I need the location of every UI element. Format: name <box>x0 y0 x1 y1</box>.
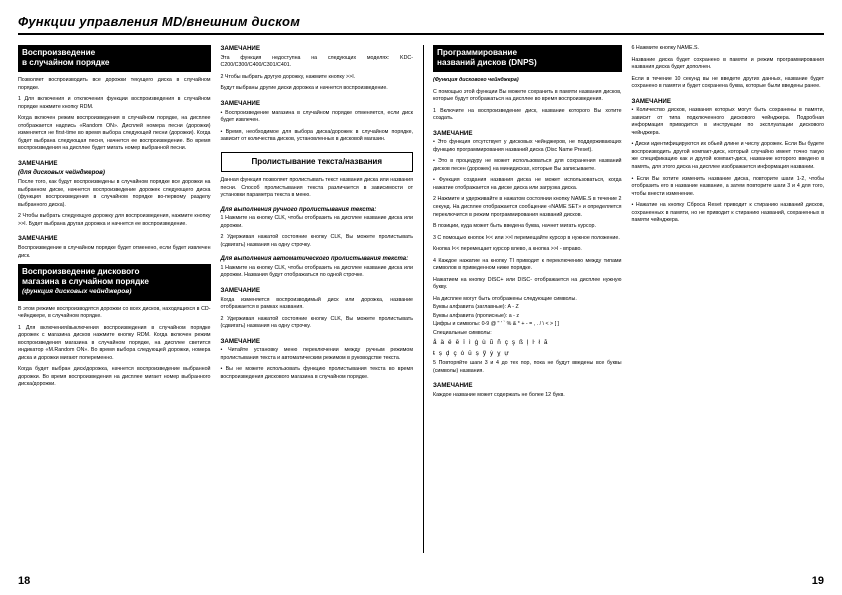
note-heading: ЗАМЕЧАНИЕ <box>18 159 58 167</box>
note-subheading: (для дисковых чейнджеров) <box>18 169 105 177</box>
page-title: Функции управления MD/внешним диском <box>18 14 301 29</box>
paragraph: Название диска будет сохранено в памяти и режим программирования названия диска будет дополнен. <box>631 56 825 71</box>
character-set-special-row1: å ä ë ē ï ì ġ ù ũ ñ ç ş ß ļ ŀ ł ă <box>433 339 549 347</box>
paragraph: • Количество дисков, названия которых могут быть сохранены в памяти, зависит от типа подключенного дискового чейнджера. Подробная информация приводится в инструкции по эксплуатации дискового чейнджера. <box>631 107 825 136</box>
section-heading-line2: в случайном порядке <box>22 58 110 67</box>
page-footer <box>18 571 824 587</box>
paragraph: С помощью этой функции Вы можете сохранить в памяти названия дисков, которые будут отображаться на дисплее во время воспроизведения. <box>433 88 622 103</box>
section-heading-text-scroll: Пролистывание текста/названия <box>221 152 414 172</box>
section-heading-dnps <box>433 45 622 72</box>
paragraph: 2 Чтобы выбрать следующую дорожку для воспроизведения, нажмите кнопку >>I. Будет выбрана другая дорожка и начнется ее воспроизведение. <box>18 213 211 227</box>
paragraph: Эта функция недоступна на следующих моделях: KDC-C200/C300/C400/C301/C401. <box>220 54 413 69</box>
section-heading-line2: названий дисков (DNPS) <box>437 58 537 67</box>
page-header <box>18 14 824 35</box>
paragraph: 1 Для включения и отключения функции воспроизведения в случайном порядке нажмите кнопку RDM. <box>18 96 211 110</box>
paragraph: Данная функция позволяет пролистывать текст названия диска или названия песни. Способ пролистывания текста различается в зависимости от установки параметра текста в меню. <box>220 177 413 199</box>
paragraph: 2 Удерживая нажатой состояние кнопку CLK, Вы можете пролистывать (сдвигать) названия на одну строчку. <box>220 315 413 330</box>
paragraph: 1 Включите на воспроизведение диск, название которого Вы хотите создать. <box>433 107 622 122</box>
note-heading: ЗАМЕЧАНИЕ <box>220 337 260 345</box>
paragraph: • Это в процедуру не может использоваться для сохранения названий дисков песен (дорожек) на минидисках, которые Вы записываете. <box>433 158 622 172</box>
paragraph: Когда включен режим воспроизведения в случайном порядке, на дисплее отображается надпись «Random ON». Дисплей номера песни (дорожки) изменяется не first-time во время выбора следующей песни (дорожки). Когда будет выбрана следующая песня, начнется ее воспроизведение. Во время воспроизведения на дисплее будет мигать номер выбранной песни. <box>18 115 211 152</box>
content-columns <box>18 45 824 553</box>
paragraph: • Это функция отсутствует у дисковых чейнджеров, не поддерживающих функцию программирования названий диска (Disc Name Preset). <box>433 139 622 153</box>
character-set-special-label: Специальные символы: <box>433 329 492 336</box>
note-heading: ЗАМЕЧАНИЕ <box>18 235 58 243</box>
paragraph: Когда будет выбран диск/дорожка, начнется воспроизведение выбранной дорожки. Во время воспроизведения на дисплее мигает номер выбранного диска/дорожки. <box>18 366 211 388</box>
note-heading: ЗАМЕЧАНИЕ <box>220 45 260 52</box>
column-1 <box>18 45 211 553</box>
page-number-left: 18 <box>18 575 31 587</box>
paragraph: • Время, необходимое для выбора диска/дорожек в случайном порядке, зависит от количества дисков, установленных в дисковой магазин. <box>220 128 413 143</box>
paragraph: • Нажатие на кнопку Сброса Reset приводит к стиранию названий дисков, сохраненных в памяти, но не приводит к стиранию названий, сохраненных в памяти чейнджера. <box>631 202 825 224</box>
paragraph: Каждое название может содержать не более 12 букв. <box>433 392 565 399</box>
paragraph: 2 Чтобы выбрать другую дорожку, нажмите кнопку >>I. <box>220 73 356 80</box>
paragraph: Будут выбраны другие диски дорожка и начнется воспроизведение. <box>220 85 388 92</box>
subsection-heading: Для выполнения ручного пролистывания текста: <box>220 206 377 213</box>
paragraph: 6 Нажмите кнопку NAME.S. <box>631 45 699 51</box>
paragraph: 1 Нажмите на кнопку CLK, чтобы отобразить на дисплее название диска или дорожки. <box>220 215 413 229</box>
section-heading-subtitle: (функция дисковых чейнджеров) <box>22 288 132 296</box>
page-number-right: 19 <box>811 575 824 587</box>
paragraph: Если в течение 10 секунд вы не введете других данных, название будет сохранено в памяти и будет сохранена буква, которые были введены ранее. <box>631 75 825 90</box>
paragraph: • Читайте установку меню переключении между ручным режимом пролистывания текста и автоматическим режимом в руководстве текста. <box>220 347 413 361</box>
paragraph: 2 Удерживая нажатой состояние кнопку CLK, Вы можете пролистывать (сдвигать) названия на одну строчку. <box>220 234 413 248</box>
character-set-special-row2: ŧ ṣ ḑ ç ȯ ū ṣ ỹ ẏ ỵ ự <box>433 350 510 358</box>
paragraph: На дисплее могут быть отображены следующие символы. <box>433 295 577 302</box>
paragraph: 2 Нажмите и удерживайте в нажатом состоянии кнопку NAME.S в течение 2 секунд. На дисплее отображается сообщение «NAME SET» и определяется переключится в режим программирования названий дисков. <box>433 196 622 218</box>
paragraph: • Воспроизведение магазина в случайном порядке отменяется, если диск будет извлечен. <box>220 109 413 124</box>
note-heading: ЗАМЕЧАНИЕ <box>220 286 260 294</box>
note-heading: ЗАМЕЧАНИЕ <box>433 129 473 137</box>
section-heading-line1: Воспроизведение <box>22 48 96 57</box>
subsection-heading: Для выполнения автоматического пролистывания текста: <box>220 256 409 263</box>
section-heading-line2: магазина в случайном порядке <box>22 277 149 287</box>
paragraph: Воспроизведение в случайном порядке будет отменено, если будет извлечен диск. <box>18 245 211 259</box>
column-2 <box>221 45 414 553</box>
paragraph: • Если Вы хотите изменить название диска, повторите шаги 1-2, чтобы отобразить его в название название, а затем повторите шаги 3 и 4 для того, чтобы внести изменение. <box>631 175 825 197</box>
paragraph: • Вы не можете использовать функцию пролистывания текста во время воспроизведения дискового магазина в случайном порядке. <box>220 366 413 380</box>
paragraph: 3 С помощью кнопок I<< или >>I перемещайте курсор в нужное положение. <box>433 234 620 241</box>
paragraph: 5 Повторяйте шаги 3 и 4 до тех пор, пока не будут введены все буквы (символы) названия. <box>433 360 622 374</box>
paragraph: 4 Каждое нажатие на кнопку TI приводит к переключению между типами символов в приведенном ниже порядке. <box>433 257 622 272</box>
character-set-digits-symbols: Цифры и символы: 0-9 @ " ' ` % & * + - = , . / \ < > [ ] <box>433 321 560 328</box>
section-heading-line1: Программирование <box>437 48 518 57</box>
section-heading-random-play <box>18 45 211 72</box>
paragraph: 1 Для включения/выключения воспроизведения в случайном порядке дорожек с магазина дисков нажмите кнопку RDM. Когда включен режим воспроизведения магазина в случайном порядке, на дисплее светится индикатор «M.Random ON». Во время выбора следующей дорожки, номера диска и дорожки мигают попеременно. <box>18 324 211 361</box>
note-heading: ЗАМЕЧАНИЕ <box>631 97 672 105</box>
paragraph: • Функция создания названия диска не может использоваться, когда нажатие отображается на диске диска или загрузка диска. <box>433 177 622 191</box>
section-heading-line1: Воспроизведение дискового <box>22 267 140 277</box>
note-heading: ЗАМЕЧАНИЕ <box>433 382 473 390</box>
column-4 <box>632 45 825 553</box>
note-heading: ЗАМЕЧАНИЕ <box>220 99 260 107</box>
paragraph: Кнопка I<< перемещает курсор влево, а кнопка >>I - вправо. <box>433 246 582 253</box>
section-heading-magazine-random-play <box>18 264 211 301</box>
paragraph: Когда изменяется воспроизводимый диск или дорожка, название отображается в рамках названия. <box>220 296 413 311</box>
paragraph: После того, как будут воспроизведены в случайном порядке все дорожки на выбранном диске, начнется воспроизведение дорожек следующего диска (функция воспроизведения в случайном порядке во-первому разделу выбранного диска). <box>18 179 211 208</box>
paragraph: Позволяет воспроизводить все дорожки текущего диска в случайном порядке. <box>18 77 211 91</box>
character-set-uppercase: Буквы алфавита (заглавные): A - Z <box>433 304 519 311</box>
paragraph: 1 Нажмите на кнопку CLK, чтобы отобразить на дисплее название диска или дорожки. Названия будут отображаться по одной строчке. <box>220 264 413 279</box>
paragraph: Нажатием на кнопку DISC+ или DISC- отображается на дисплее нужную букву. <box>433 276 622 291</box>
section-subtitle: (Функция дискового чейнджера) <box>433 77 519 83</box>
column-3 <box>423 45 622 553</box>
paragraph: В этом режиме воспроизводятся дорожки со всех дисков, находящихся в CD-чейнджере, в случайном порядке. <box>18 305 211 320</box>
character-set-lowercase: Буквы алфавита (прописные): a - z <box>433 312 520 319</box>
paragraph: • Диски идентифицируются их обьей длине и числу дорожек. Если Вы будете воспроизводить другой компакт-диск, который случайно имеет точно такую же спецификацию как и другой компакт-диск, название которого введено в память, для этого диска на дисплее изображается информация названии. <box>631 141 825 170</box>
paragraph: В позиции, куда может быть введена буква, начнет мигать курсор. <box>433 223 596 230</box>
